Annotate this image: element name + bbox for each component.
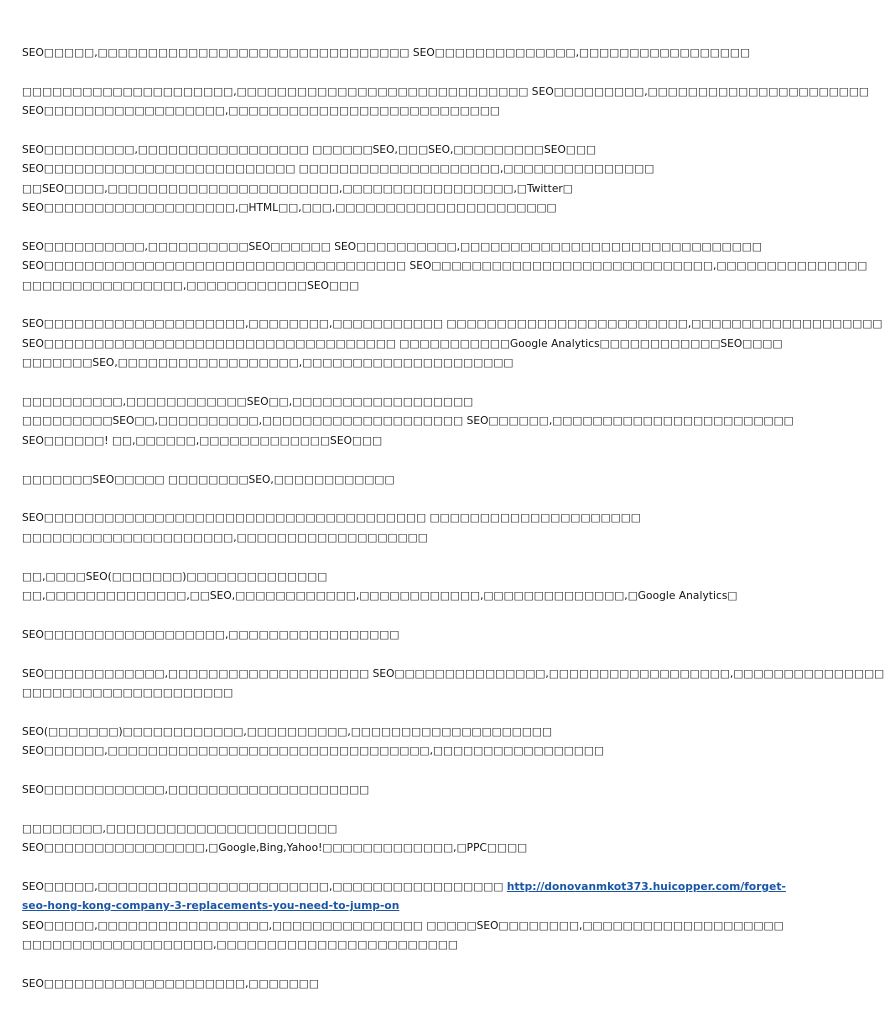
text-line: SEO□□□□□□□□□□□□,□□□□□□□□□□□□□□□□□□□□ SEO□□□□□□□□□□□□□□□,□□□□□□□□□□□□□□□□□□,□□□□□□□□□□□□□□□ <box>22 667 884 680</box>
text-line: □□□□□□□□□SEO□□,□□□□□□□□□□,□□□□□□□□□□□□□□□□□□□□ SEO□□□□□□,□□□□□□□□□□□□□□□□□□□□□□□□ <box>22 415 794 428</box>
text-line: SEO□□□□□□□□□,□□□□□□□□□□□□□□□□□ □□□□□□SEO,□□□SEO,□□□□□□□□□SEO□□□ <box>22 143 597 156</box>
text-line: SEO(□□□□□□□)□□□□□□□□□□□□,□□□□□□□□□□,□□□□□□□□□□□□□□□□□□□□ <box>22 725 553 738</box>
text-line: SEO□□□□□,□□□□□□□□□□□□□□□□□,□□□□□□□□□□□□□□□ □□□□□SEO□□□□□□□□,□□□□□□□□□□□□□□□□□□□□ <box>22 919 784 932</box>
text-line: □□□□□□□SEO□□□□□ □□□□□□□□SEO,□□□□□□□□□□□□ <box>22 473 395 486</box>
text-line: SEO□□□□□□□□□□□□□□□□□□□□□□□□□□□□□□□□□□□□ SEO□□□□□□□□□□□□□□□□□□□□□□□□□□□□,□□□□□□□□□□□□□□□ <box>22 260 868 273</box>
paragraph-5 <box>22 315 883 373</box>
text-line: SEO□□□□□□□□□□□□□□□□□□□□,□□□□□□□ <box>22 977 319 990</box>
paragraph-15 <box>22 878 786 956</box>
text-line: □□□□□□□□□□□□□□□□,□□□□□□□□□□□□SEO□□□ <box>22 279 360 292</box>
paragraph-1 <box>22 44 751 63</box>
text-line: SEO□□□□□□□□□□□□□□□□□□,□□□□□□□□□□□□□□□□□ <box>22 628 400 641</box>
text-line: SEO□□□□□□□□□□□□□□□□□□□□,□□□□□□□□,□□□□□□□□□□□ □□□□□□□□□□□□□□□□□□□□□□□□,□□□□□□□□□□□□□□□□□□□ <box>22 318 883 331</box>
text-line-with-link <box>22 878 786 897</box>
text-line: □□□□□□□□□□□□□□□□□□□,□□□□□□□□□□□□□□□□□□□□□□□□ <box>22 938 458 951</box>
text-line: □□□□□□□□□□□□□□□□□□□□□,□□□□□□□□□□□□□□□□□□□ <box>22 531 428 544</box>
text-line: □□□□□□□SEO,□□□□□□□□□□□□□□□□□□,□□□□□□□□□□□□□□□□□□□□□ <box>22 357 514 370</box>
paragraph-7 <box>22 471 692 490</box>
paragraph-4 <box>22 238 868 296</box>
text-line: SEO□□□□□□□□□□□□□□□□□□□,□HTML□□,□□□,□□□□□□□□□□□□□□□□□□□□□□ <box>22 202 557 215</box>
article-link-continued[interactable]: seo-hong-kong-company-3-replacements-you-need-to-jump-on <box>22 900 400 913</box>
paragraph-3 <box>22 141 692 219</box>
paragraph-13 <box>22 781 692 800</box>
text-line: SEO□□□□□□□□□□□□□□□□□□□□□□□□□□□□□□□□□□□ □□□□□□□□□□□Google Analytics□□□□□□□□□□□□SEO□□□□ <box>22 337 783 350</box>
text-line: SEO□□□□□□□□□□□□□□□□□□,□□□□□□□□□□□□□□□□□□□□□□□□□□□ <box>22 105 500 118</box>
text-line: SEO□□□□□□□□□□,□□□□□□□□□□SEO□□□□□□ SEO□□□□□□□□□□,□□□□□□□□□□□□□□□□□□□□□□□□□□□□□□ <box>22 240 762 253</box>
paragraph-16 <box>22 975 692 994</box>
text-line: SEO□□□□□□□□□□□□□□□□□□□□□□□□□□□□□□□□□□□□□□ □□□□□□□□□□□□□□□□□□□□□ <box>22 512 641 525</box>
text-line: □□,□□□□□□□□□□□□□□,□□SEO,□□□□□□□□□□□□,□□□□□□□□□□□□,□□□□□□□□□□□□□□,□Google Analytics□ <box>22 589 738 602</box>
paragraph-2 <box>22 83 869 122</box>
paragraph-14 <box>22 820 692 859</box>
text-line: □□,□□□□SEO(□□□□□□□)□□□□□□□□□□□□□□ <box>22 570 328 583</box>
text-line: SEO□□□□□□□□□□□□□□□□□□□□□□□□□ □□□□□□□□□□□□□□□□□□□□,□□□□□□□□□□□□□□□ <box>22 163 655 176</box>
paragraph-11 <box>22 665 884 704</box>
text-line: SEO□□□□□□□□□□□□,□□□□□□□□□□□□□□□□□□□□ <box>22 783 370 796</box>
text-line: SEO□□□□□□,□□□□□□□□□□□□□□□□□□□□□□□□□□□□□□□□,□□□□□□□□□□□□□□□□□ <box>22 745 604 758</box>
text-line: □□□□□□□□,□□□□□□□□□□□□□□□□□□□□□□□ <box>22 822 338 835</box>
paragraph-12 <box>22 723 692 762</box>
paragraph-6 <box>22 393 794 451</box>
text-line: □□□□□□□□□□□□□□□□□□□□□,□□□□□□□□□□□□□□□□□□□□□□□□□□□□□ SEO□□□□□□□□□,□□□□□□□□□□□□□□□□□□□□□□ <box>22 85 869 98</box>
link-line <box>22 897 692 916</box>
text-line: SEO□□□□□□! □□,□□□□□□,□□□□□□□□□□□□□SEO□□□ <box>22 434 383 447</box>
text-line: SEO□□□□□□□□□□□□□□□□,□Google,Bing,Yahoo!□□□□□□□□□□□□□,□PPC□□□□ <box>22 842 528 855</box>
paragraph-8 <box>22 509 692 548</box>
paragraph-10 <box>22 626 692 645</box>
text-line: □□□□□□□□□□□□□□□□□□□□□ <box>22 686 234 699</box>
paragraph-9 <box>22 568 738 607</box>
text-line: □□SEO□□□□,□□□□□□□□□□□□□□□□□□□□□□□,□□□□□□□□□□□□□□□□□,□Twitter□ <box>22 182 573 195</box>
text-line: □□□□□□□□□□,□□□□□□□□□□□□SEO□□,□□□□□□□□□□□□□□□□□□ <box>22 396 474 409</box>
article-link[interactable]: http://donovanmkot373.huicopper.com/forget- <box>506 880 786 893</box>
text-segment: SEO□□□□□,□□□□□□□□□□□□□□□□□□□□□□□,□□□□□□□□□□□□□□□□□ <box>22 880 507 893</box>
text-line: SEO□□□□□,□□□□□□□□□□□□□□□□□□□□□□□□□□□□□□□ SEO□□□□□□□□□□□□□□,□□□□□□□□□□□□□□□□□ <box>22 47 751 59</box>
